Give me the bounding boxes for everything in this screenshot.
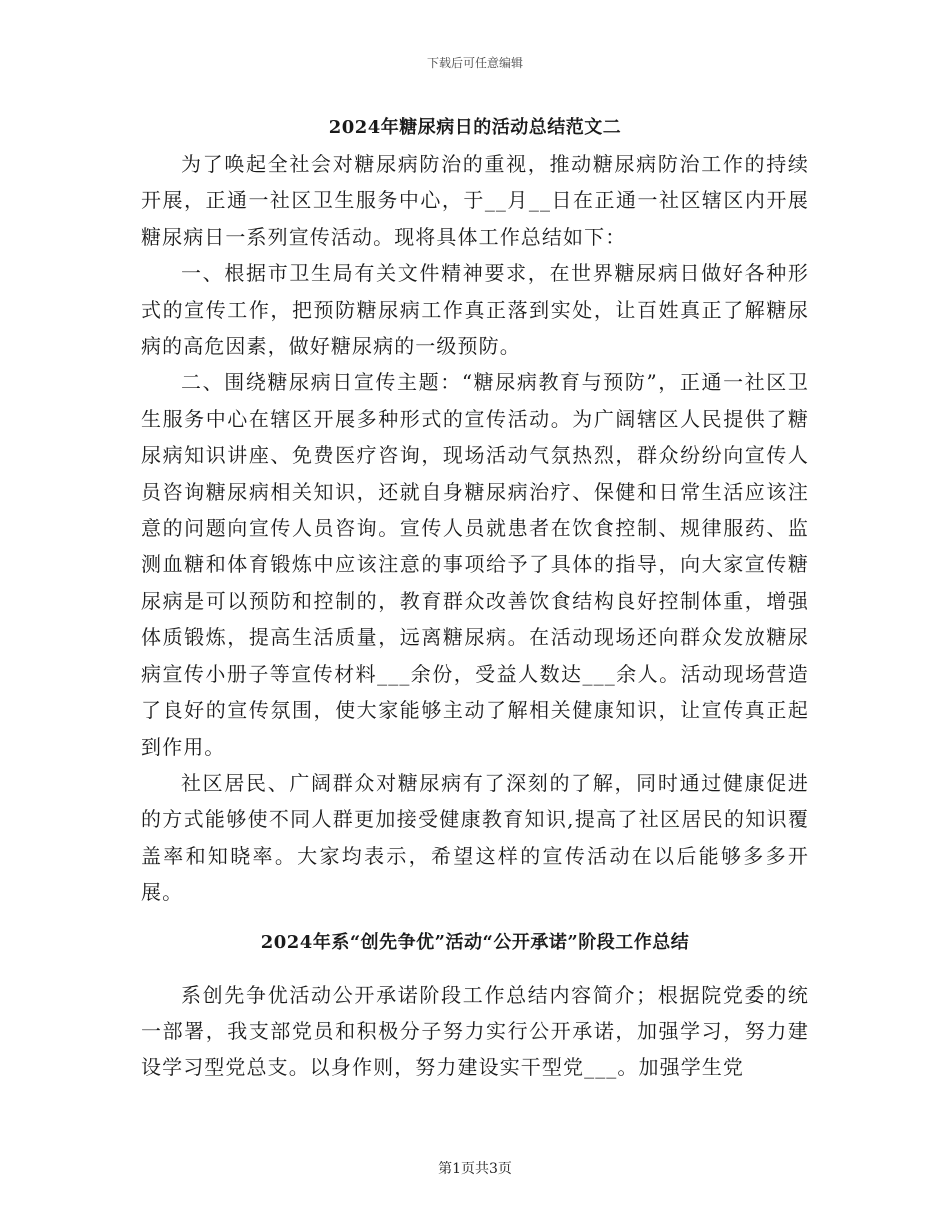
page-number: 第1页共3页 xyxy=(438,1161,512,1177)
paragraph-point-2: 二、围绕糖尿病日宣传主题：“糖尿病教育与预防”，正通一社区卫生服务中心在辖区开展多种形式的宣传活动。为广阔辖区人民提供了糖尿病知识讲座、免费医疗咨询，现场活动气氛热烈，群众纷纷向宣传人员咨询糖尿病相关知识，还就自身糖尿病治疗、保健和日常生活应该注意的问题向宣传人员咨询。宣传人员就患者在饮食控制、规律服药、监测血糖和体育锻炼中应该注意的事项给予了具体的指导，向大家宣传糖尿病是可以预防和控制的，教育群众改善饮食结构良好控制体重，增强体质锻炼，提高生活质量，远离糖尿病。在活动现场还向群众发放糖尿病宣传小册子等宣传材料___余份，受益人数达___余人。活动现场营造了良好的宣传氛围，使大家能够主动了解相关健康知识，让宣传真正起到作用。 xyxy=(141,370,809,759)
paragraph-point-1: 一、根据市卫生局有关文件精神要求，在世界糖尿病日做好各种形式的宣传工作，把预防糖尿病工作真正落到实处，让百姓真正了解糖尿病的高危因素，做好糖尿病的一级预防。 xyxy=(141,261,809,359)
paragraph-conclusion: 社区居民、广阔群众对糖尿病有了深刻的了解，同时通过健康促进的方式能够使不同人群更加接受健康教育知识,提高了社区居民的知识覆盖率和知晓率。大家均表示，希望这样的宣传活动在以后能够多多开展。 xyxy=(141,770,809,905)
header-note: 下载后可任意编辑 xyxy=(426,56,523,70)
document-body xyxy=(141,112,809,1086)
section-title: 2024年系“创先争优”活动“公开承诺”阶段工作总结 xyxy=(260,931,690,953)
paragraph-intro: 为了唤起全社会对糖尿病防治的重视，推动糖尿病防治工作的持续开展，正通一社区卫生服务中心，于__月__日在正通一社区辖区内开展糖尿病日一系列宣传活动。现将具体工作总结如下： xyxy=(141,152,809,249)
document-title: 2024年糖尿病日的活动总结范文二 xyxy=(328,117,622,138)
paragraph-section-intro: 系创先争优活动公开承诺阶段工作总结内容简介；根据院党委的统一部署，我支部党员和积极分子努力实行公开承诺，加强学习，努力建设学习型党总支。以身作则，努力建设实干型党___。加强学生党 xyxy=(141,982,809,1080)
